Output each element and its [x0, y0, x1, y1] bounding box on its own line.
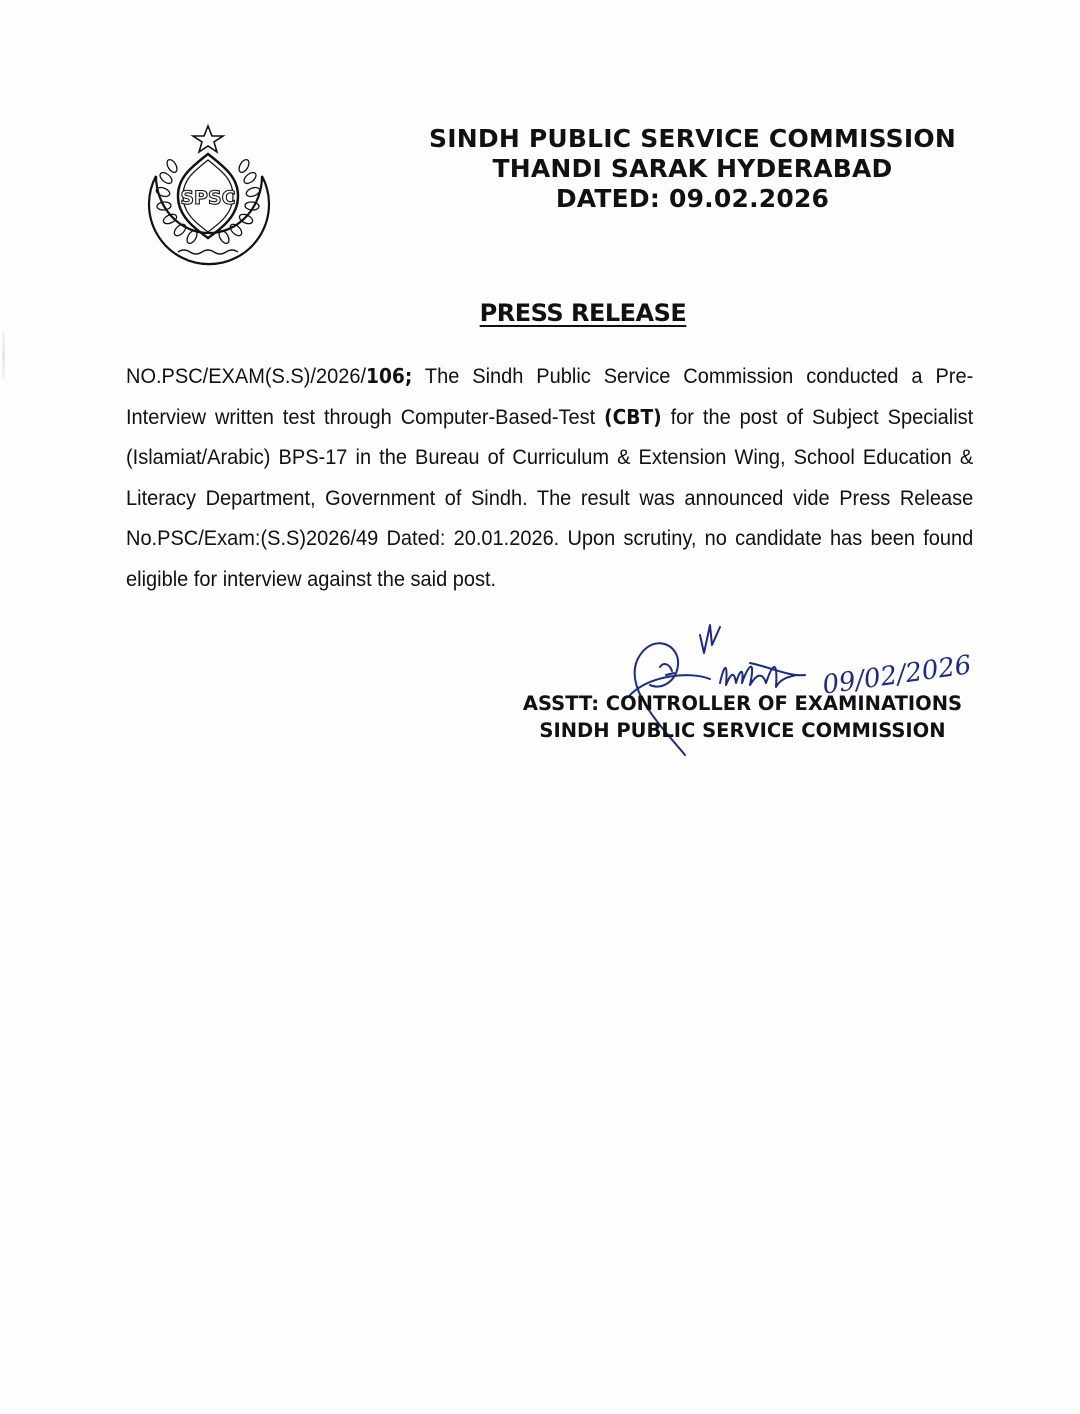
- letterhead: [400, 124, 985, 214]
- scan-edge-mark: [2, 330, 5, 380]
- star-icon: [193, 126, 223, 152]
- document-title: PRESS RELEASE: [479, 299, 687, 327]
- body-text-part-2: for the post of Subject Specialist (Islamiat/Arabic) BPS-17 in the Bureau of Curriculum & Extension Wing, School Education & Literacy Department, Government of Sindh. The result was announced vide Press Release No.PSC/Exam:(S.S)2026/49 Dated: 20.01.2026. Upon scrutiny, no candidate has been found eligible for interview against the said post.: [126, 404, 974, 591]
- signatory-organization: SINDH PUBLIC SERVICE COMMISSION: [539, 719, 946, 742]
- document-date: DATED: 09.02.2026: [555, 184, 830, 213]
- body-text-part-1: The Sindh Public Service Commission conducted a Pre-Interview written test through Computer-Based-Test: [126, 364, 974, 429]
- organization-name: SINDH PUBLIC SERVICE COMMISSION: [429, 124, 956, 153]
- cbt-abbreviation: (CBT): [604, 404, 662, 429]
- signature-date: 09/02/2026: [820, 650, 974, 701]
- spsc-emblem-logo: [138, 124, 278, 270]
- handwritten-signature: [600, 605, 980, 770]
- logo-initials: SPSC: [180, 187, 236, 209]
- signatory-designation: ASSTT: CONTROLLER OF EXAMINATIONS: [522, 692, 963, 715]
- reference-number-bold: 106;: [366, 364, 413, 388]
- press-release-body: [126, 356, 973, 599]
- signatory-block: [500, 690, 985, 744]
- organization-address: THANDI SARAK HYDERABAD: [492, 154, 893, 183]
- reference-number: NO.PSC/EXAM(S.S)/2026/: [126, 364, 367, 388]
- document-title-wrapper: [0, 298, 1080, 328]
- urdu-inscription-icon: [178, 250, 238, 254]
